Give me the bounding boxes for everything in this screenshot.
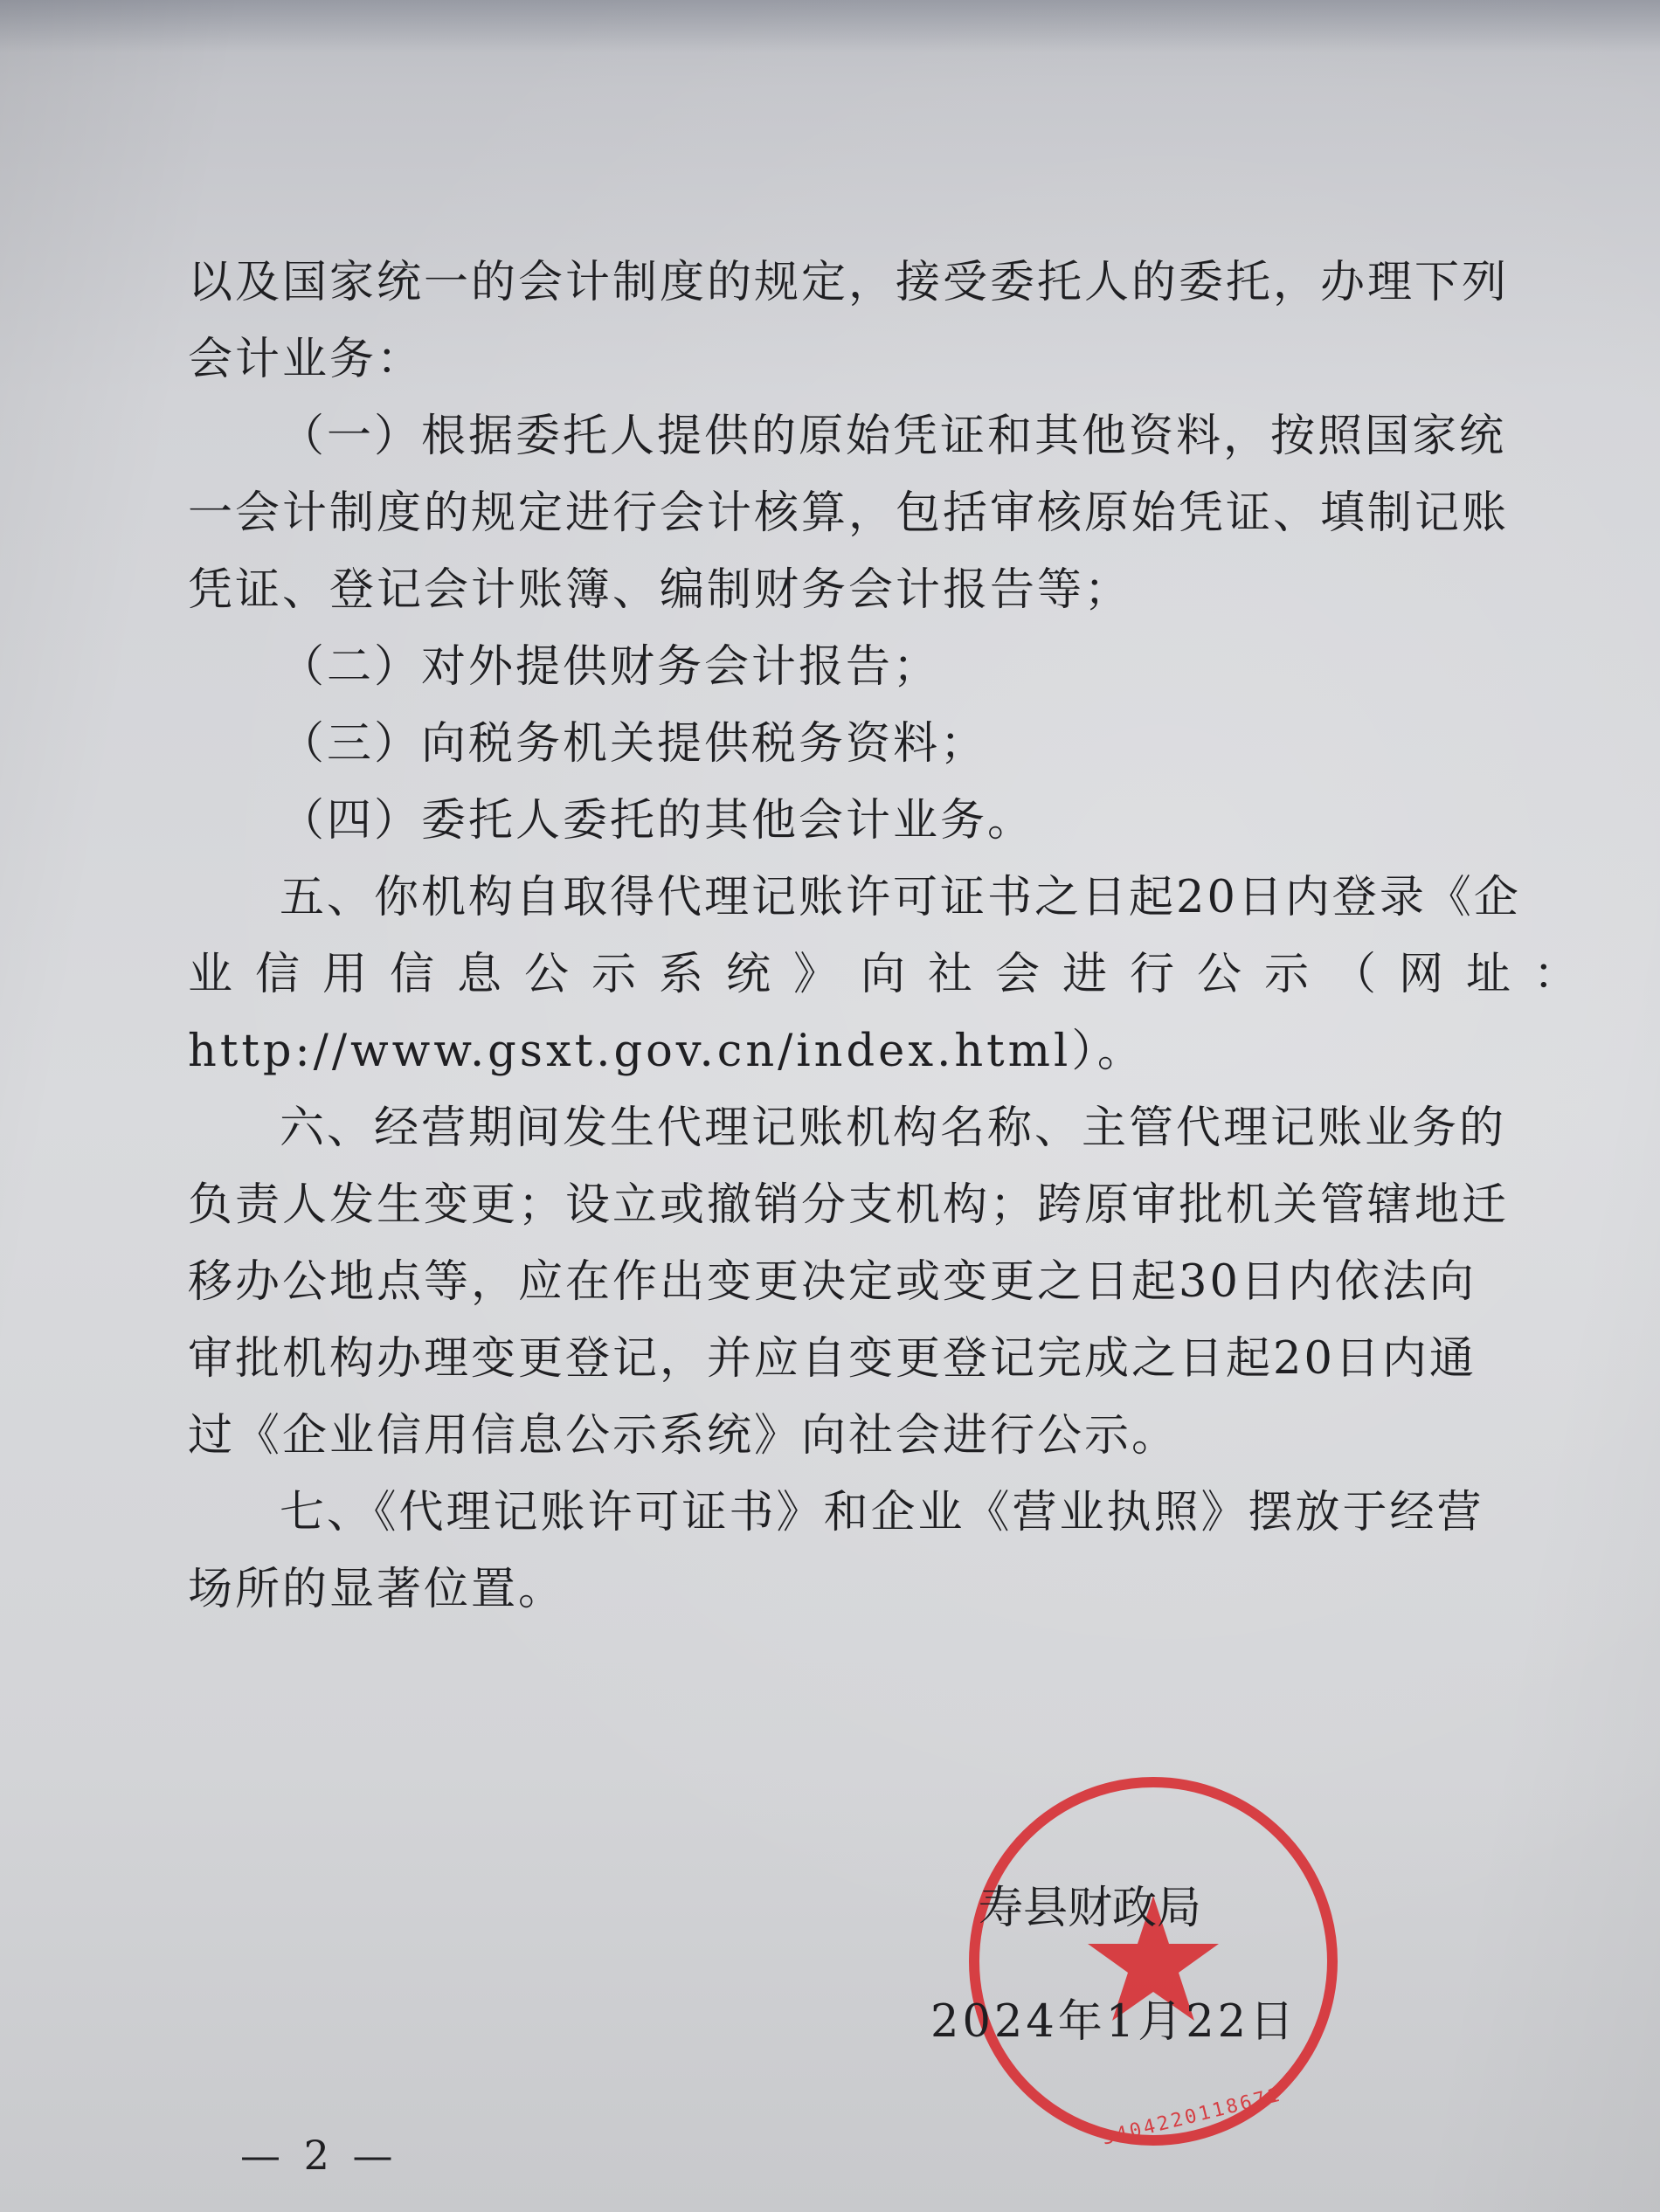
- paragraph-line: 七、《代理记账许可证书》和企业《营业执照》摆放于经营: [280, 1487, 1484, 1538]
- paragraph-line: 移办公地点等，应在作出变更决定或变更之日起30日内依法向: [188, 1256, 1477, 1308]
- paragraph-line: 会计业务：: [188, 334, 425, 385]
- paragraph-line: 凭证、登记会计账簿、编制财务会计报告等；: [188, 564, 1132, 616]
- page-number: — 2 —: [240, 2132, 398, 2179]
- paragraph-line: （一）根据委托人提供的原始凭证和其他资料，按照国家统: [280, 411, 1507, 462]
- paragraph-line: 以及国家统一的会计制度的规定，接受委托人的委托，办理下列: [188, 257, 1510, 308]
- paragraph-line: 一会计制度的规定进行会计核算，包括审核原始凭证、填制记账: [188, 487, 1510, 539]
- signature-organization: 寿县财政局: [979, 1883, 1202, 1934]
- paragraph-line: 五、你机构自取得代理记账许可证书之日起20日内登录《企: [280, 872, 1521, 923]
- document-body: [188, 245, 1601, 1628]
- paragraph-line: （三）向税务机关提供税务资料；: [280, 718, 988, 770]
- paragraph-line: （二）对外提供财务会计报告；: [280, 641, 941, 693]
- paragraph-line: （四）委托人委托的其他会计业务。: [280, 795, 1035, 847]
- paper-edge-shadow: [0, 0, 1660, 52]
- paragraph-line-url: http://www.gsxt.gov.cn/index.html）。: [188, 1026, 1145, 1077]
- paragraph-line: 业信用信息公示系统》向社会进行公示（网址：: [188, 949, 1601, 1000]
- paragraph-line: 审批机构办理变更登记，并应自变更登记完成之日起20日内通: [188, 1333, 1477, 1385]
- paragraph-line: 负责人发生变更；设立或撤销分支机构；跨原审批机关管辖地迁: [188, 1179, 1510, 1231]
- paragraph-line: 过《企业信用信息公示系统》向社会进行公示。: [188, 1410, 1179, 1462]
- paragraph-line: 场所的显著位置。: [188, 1564, 566, 1615]
- seal-code: 3404220118671: [1099, 2084, 1284, 2150]
- signature-date: 2024年1月22日: [930, 1996, 1298, 2048]
- signature-block: [930, 1870, 1298, 2062]
- paragraph-line: 六、经营期间发生代理记账机构名称、主管代理记账业务的: [280, 1103, 1507, 1154]
